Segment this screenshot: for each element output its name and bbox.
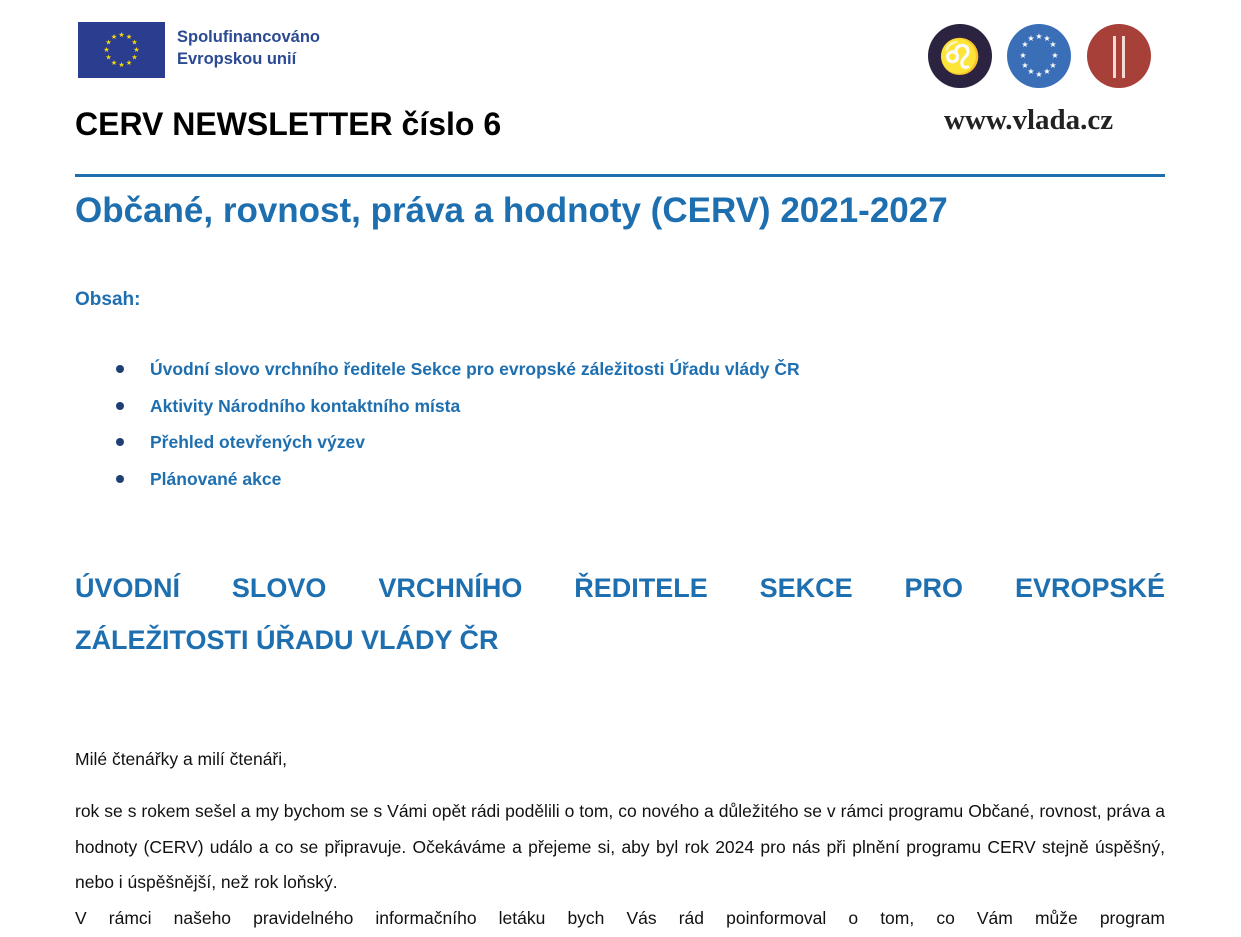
svg-text:★: ★ [133, 47, 140, 54]
heading-line: ZÁLEŽITOSTI ÚŘADU VLÁDY ČR [75, 625, 499, 655]
svg-text:★: ★ [110, 34, 118, 41]
svg-text:★: ★ [118, 62, 125, 69]
svg-text:★: ★ [1027, 34, 1035, 43]
eu-stars-logo-icon [1007, 24, 1071, 88]
czech-lion-logo-icon [928, 24, 992, 88]
toc-item-label: Aktivity Národního kontaktního místa [150, 395, 461, 416]
body-paragraph: V rámci našeho pravidelného informačního letáku bych Vás rád poinformoval o tom, co Vám může program [75, 908, 1165, 928]
svg-text:★: ★ [1035, 70, 1043, 79]
eu-text-line: Spolufinancováno [177, 28, 321, 46]
toc-item-label: Úvodní slovo vrchního ředitele Sekce pro evropské záležitosti Úřadu vlády ČR [150, 359, 800, 379]
svg-text:★: ★ [125, 34, 133, 41]
section-heading [75, 562, 1165, 666]
table-of-contents [110, 357, 800, 503]
toc-label: Obsah: [75, 289, 141, 310]
svg-text:★: ★ [103, 47, 110, 54]
bullet-icon [116, 365, 124, 373]
body-paragraph: rok se s rokem sešel a my bychom se s Vámi opět rádi podělili o tom, co nového a důležitého se v rámci programu Občané, rovnost, práva a hodnoty (CERV) událo a co se připravuje. Očekáváme a přejeme si, aby byl rok 2024 pro nás při plnění programu CERV stejně úspěšný, nebo i úspěšnější, než rok loňský. [75, 801, 1165, 892]
newsletter-title: CERV NEWSLETTER číslo 6 [75, 106, 502, 142]
toc-item[interactable] [110, 357, 800, 394]
svg-text:★: ★ [131, 39, 138, 47]
toc-item[interactable] [110, 467, 800, 504]
divider [75, 174, 1165, 177]
toc-item-label: Plánované akce [150, 468, 282, 489]
greeting: Milé čtenářky a milí čtenáři, [75, 749, 288, 769]
heading-line: ÚVODNÍ SLOVO VRCHNÍHO ŘEDITELE SEKCE PRO EVROPSKÉ [75, 573, 1165, 603]
bullet-icon [116, 438, 124, 446]
svg-text:★: ★ [1019, 51, 1027, 60]
svg-text:★: ★ [110, 60, 118, 67]
svg-text:★: ★ [1049, 40, 1057, 49]
svg-text:★: ★ [105, 39, 112, 47]
svg-text:★: ★ [1051, 51, 1059, 60]
svg-text:♌: ♌ [938, 38, 982, 76]
bullet-icon [116, 402, 124, 410]
svg-text:★: ★ [1027, 67, 1035, 76]
eu-text-line: Evropskou unií [177, 50, 297, 68]
svg-text:★: ★ [125, 60, 133, 67]
svg-text:★: ★ [118, 32, 125, 39]
svg-text:★: ★ [105, 54, 112, 62]
toc-item[interactable] [110, 430, 800, 467]
svg-text:★: ★ [1043, 34, 1051, 43]
bullet-icon [116, 475, 124, 483]
svg-text:★: ★ [1035, 32, 1043, 41]
vlada-url: www.vlada.cz [944, 104, 1114, 136]
svg-text:★: ★ [1049, 61, 1057, 70]
toc-item-label: Přehled otevřených výzev [150, 432, 365, 452]
eu-cofinanced-text [177, 26, 320, 70]
svg-text:★: ★ [1021, 40, 1029, 49]
svg-text:★: ★ [131, 54, 138, 62]
gov-pillars-logo-icon [1087, 24, 1151, 88]
toc-item[interactable] [110, 394, 800, 431]
svg-text:★: ★ [1043, 67, 1051, 76]
svg-text:★: ★ [1021, 61, 1029, 70]
eu-flag-logo [78, 22, 165, 78]
program-subtitle: Občané, rovnost, práva a hodnoty (CERV) 2021-2027 [75, 191, 948, 230]
